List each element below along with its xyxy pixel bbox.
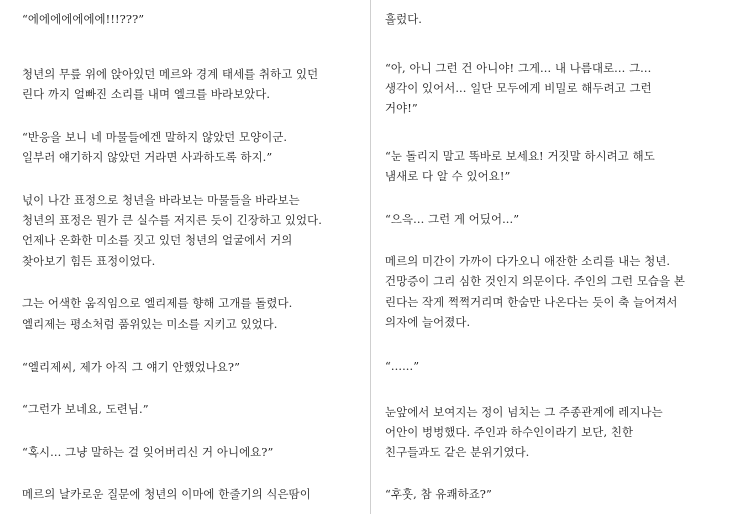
text-line: 그는 어색한 움직임으로 엘리제를 향해 고개를 돌렸다. [22,296,293,310]
text-line: 일부러 얘기하지 않았던 거라면 사과하도록 하지.” [22,150,273,164]
text-line: “에에에에에에에!!!???” [22,12,145,26]
text-line: 냄새로 다 알 수 있어요!” [385,169,511,183]
text-line: 생각이 있어서... 일단 모두에게 비밀로 해두려고 그런 [385,81,652,95]
text-line: 흘렀다. [385,12,423,26]
text-line: 어안이 벙벙했다. 주인과 하수인이라기 보단, 친한 [385,425,634,439]
text-line: 건망증이 그리 심한 것인지 의문이다. 주인의 그런 모습을 본 [385,274,685,288]
text-line: 청년의 표정은 뭔가 큰 실수를 저지른 듯이 긴장하고 있었다. [22,213,322,227]
text-line: 언제나 온화한 미소를 짓고 있던 청년의 얼굴에서 거의 [22,233,293,247]
text-line: 린다는 작게 쩍쩍거리며 한숨만 나온다는 듯이 축 늘어져서 [385,295,678,309]
text-line: 의자에 늘어졌다. [385,315,471,329]
text-line: “후훗, 참 유쾌하죠?” [385,487,492,501]
text-line: 청년의 무릎 위에 앉아있던 메르와 경계 태세를 취하고 있던 [22,67,319,81]
text-line: 린다 까지 얼빠진 소리를 내며 엘크를 바라보았다. [22,87,271,101]
text-line: 메르의 날카로운 질문에 청년의 이마에 한줄기의 식은땀이 [22,487,311,501]
text-line: 친구들과도 같은 분위기였다. [385,445,530,459]
text-line: “그런가 보네요, 도련님.” [22,402,149,416]
text-line: 거야!” [385,101,418,115]
right-page [373,0,736,514]
text-line: 넋이 나간 표정으로 청년을 바라보는 마물들을 바라보는 [22,193,300,207]
text-line: “반응을 보니 네 마물들에겐 말하지 않았던 모양이군. [22,130,288,144]
text-line: “으윽... 그런 게 어딨어...” [385,212,520,226]
text-line: “엘리제씨, 제가 아직 그 얘기 안했었나요?” [22,360,241,374]
text-line: 찾아보기 힘든 표정이었다. [22,254,156,268]
text-line: “혹시... 그냥 말하는 걸 잊어버리신 거 아니에요?” [22,445,274,459]
text-line: 눈앞에서 보여지는 정이 넘치는 그 주종관계에 레지나는 [385,405,663,419]
text-line: “아, 아니 그런 건 아니야! 그게... 내 나름대로... 그... [385,61,652,75]
page-divider [370,0,371,514]
text-line: “눈 돌리지 말고 똑바로 보세요! 거짓말 하시려고 해도 [385,149,655,163]
text-line: “......” [385,359,420,373]
text-line: 엘리제는 평소처럼 품위있는 미소를 지키고 있었다. [22,317,278,331]
text-line: 메르의 미간이 가까이 다가오니 애잔한 소리를 내는 청년. [385,254,671,268]
